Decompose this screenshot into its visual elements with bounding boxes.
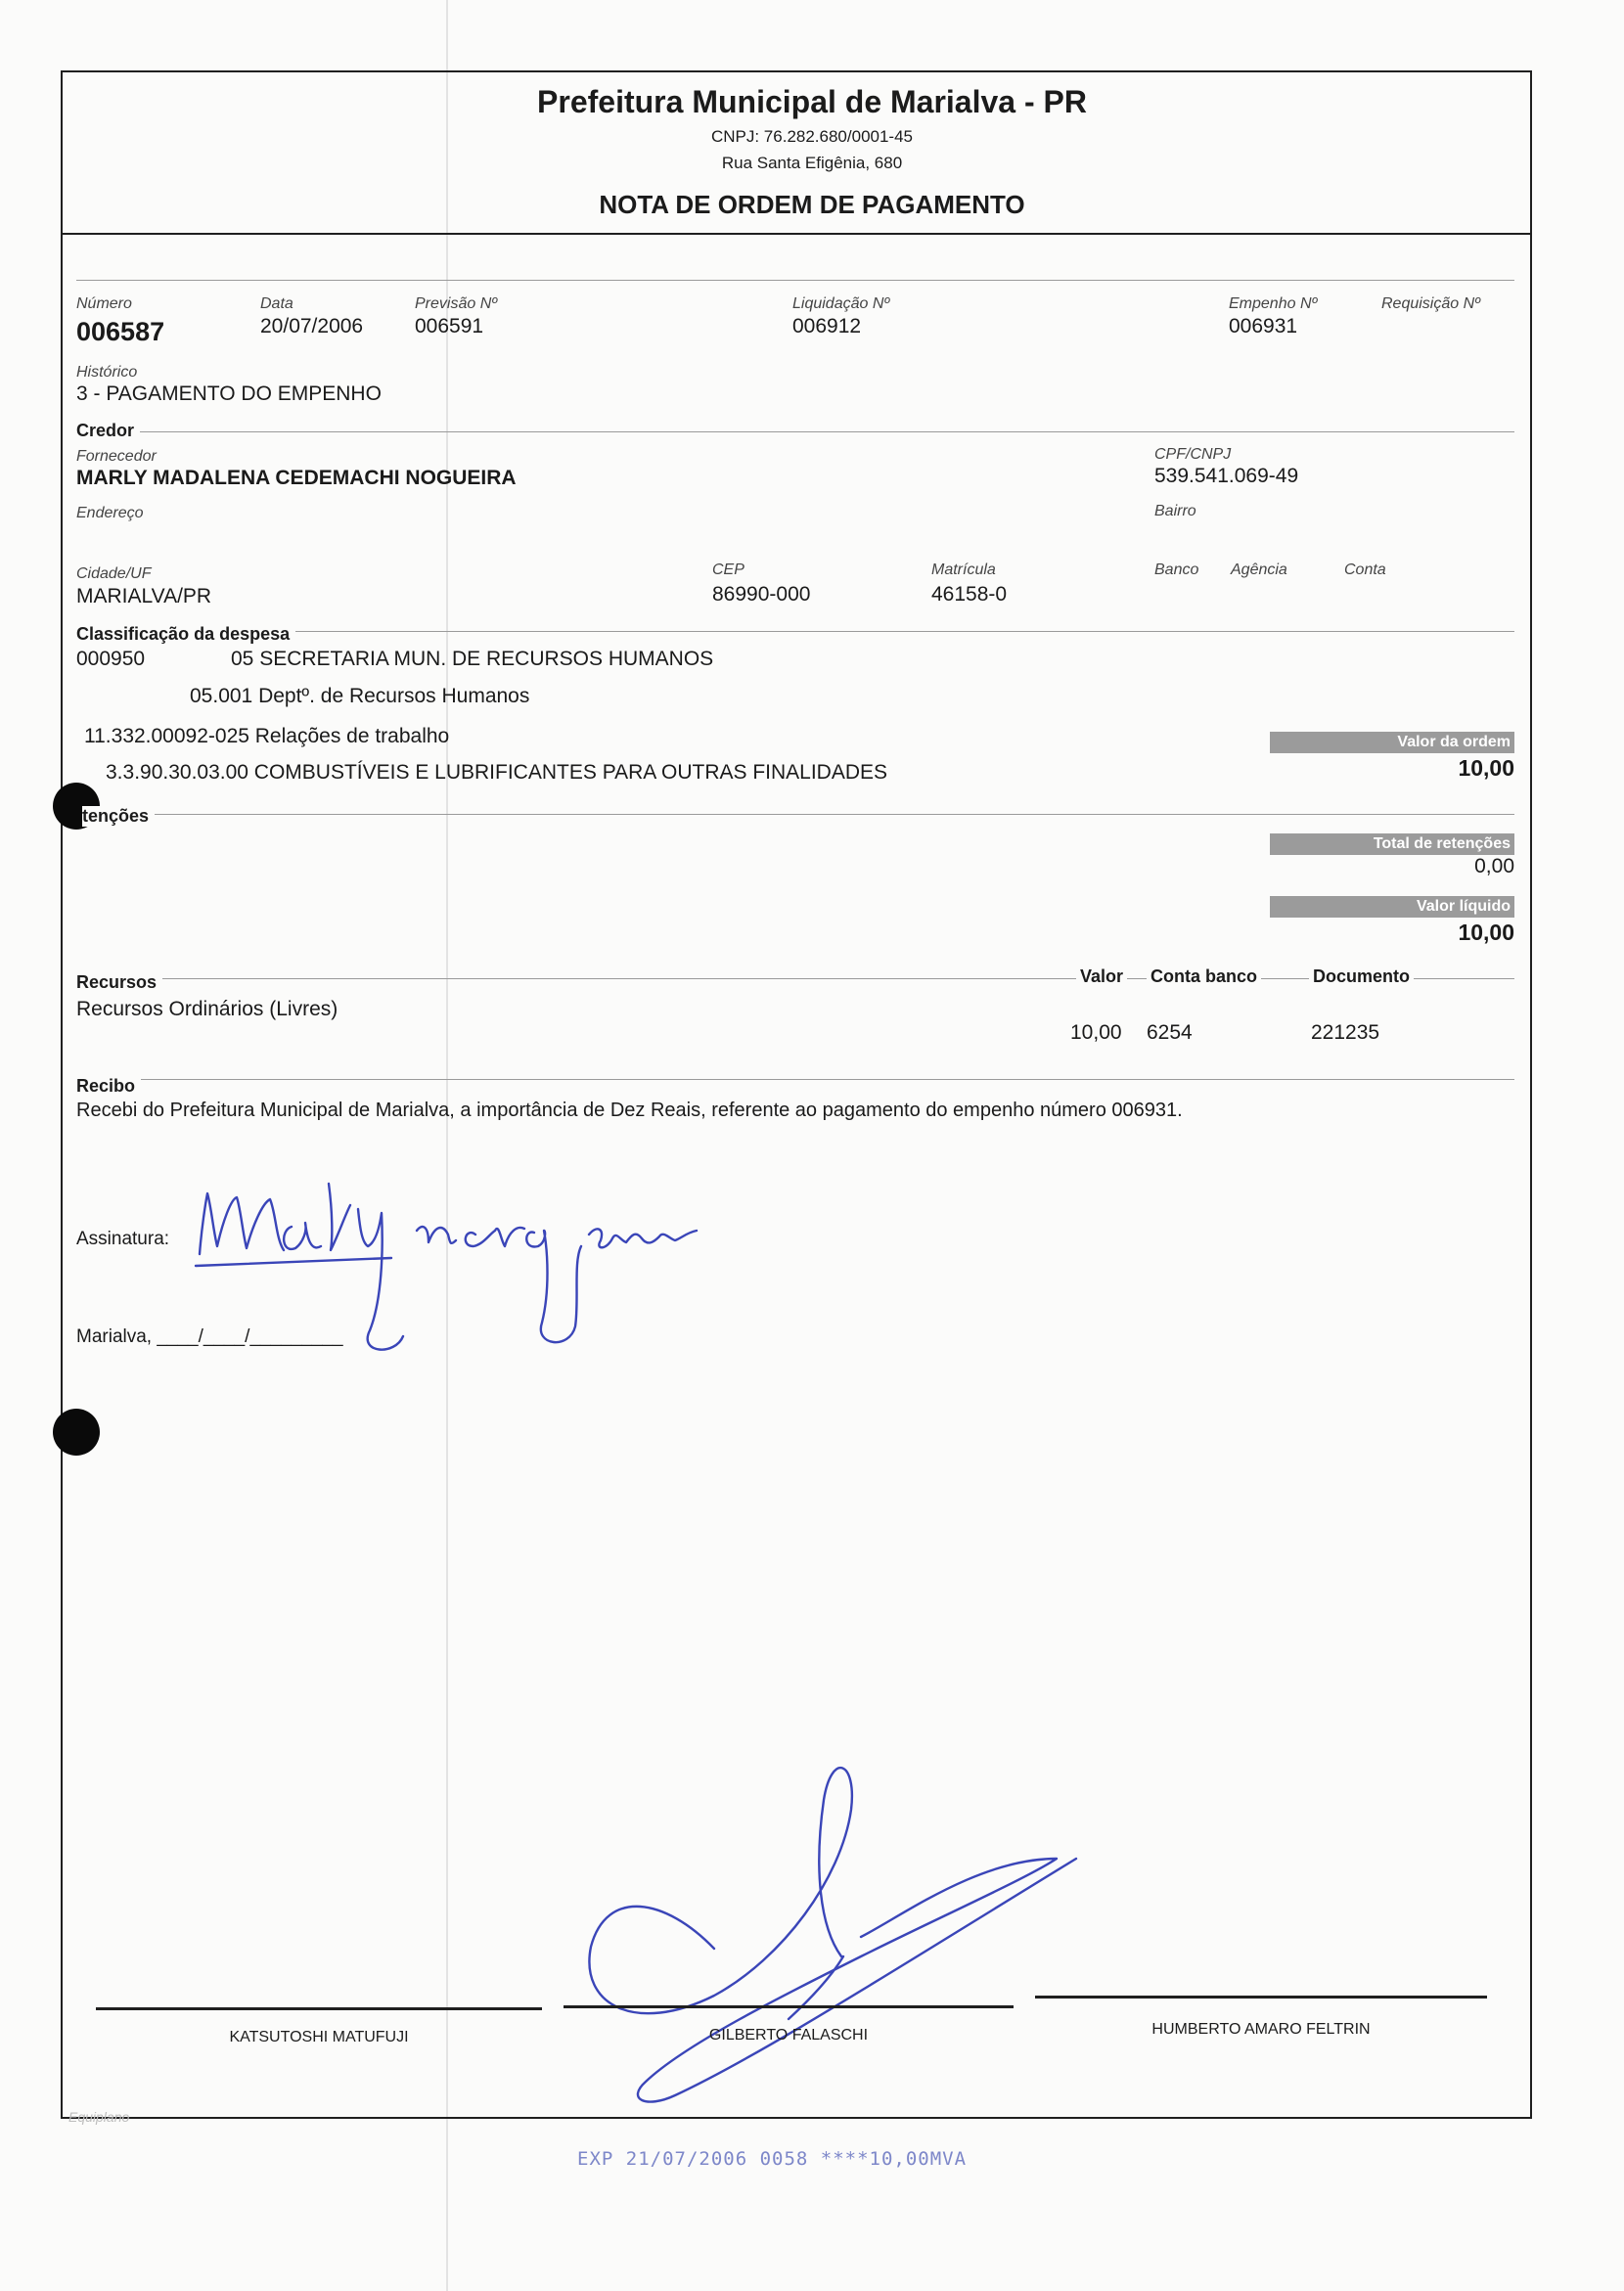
liquidacao-label: Liquidação Nº — [792, 295, 890, 312]
banco-label: Banco — [1154, 562, 1199, 578]
valor-liquido-label: Valor líquido — [1270, 896, 1514, 918]
fornecedor-label: Fornecedor — [76, 448, 157, 465]
data-value: 20/07/2006 — [260, 315, 364, 337]
recursos-documento-label: Documento — [1309, 966, 1414, 987]
valor-ordem-value: 10,00 — [1458, 755, 1514, 781]
signature-line-3 — [1035, 1996, 1487, 1999]
numero-value: 006587 — [76, 317, 165, 346]
classificacao-line1: 05 SECRETARIA MUN. DE RECURSOS HUMANOS — [231, 648, 714, 670]
header-rule — [61, 233, 1532, 235]
valor-ordem-label: Valor da ordem — [1270, 732, 1514, 753]
divider — [76, 978, 1514, 979]
official-signature — [567, 1741, 1096, 2113]
recibo-section-label: Recibo — [76, 1076, 141, 1097]
classificacao-line4: 3.3.90.30.03.00 COMBUSTÍVEIS E LUBRIFICANTES PARA OUTRAS FINALIDADES — [106, 761, 888, 784]
address-text: Rua Santa Efigênia, 680 — [721, 154, 903, 172]
doc-title: NOTA DE ORDEM DE PAGAMENTO — [599, 190, 1025, 219]
classificacao-section-label: Classificação da despesa — [76, 624, 295, 645]
signature-line-1 — [96, 2007, 542, 2010]
numero-label: Número — [76, 295, 132, 312]
divider — [76, 431, 1514, 432]
historico-label: Histórico — [76, 364, 138, 381]
bank-stamp: EXP 21/07/2006 0058 ****10,00MVA — [577, 2148, 968, 2170]
signature-line-2 — [564, 2005, 1014, 2008]
conta-label: Conta — [1344, 562, 1386, 578]
agencia-label: Agência — [1231, 562, 1287, 578]
endereco-label: Endereço — [76, 505, 144, 521]
credor-section-label: Credor — [76, 421, 140, 441]
valor-liquido-value: 10,00 — [1458, 920, 1514, 945]
signatory-3: HUMBERTO AMARO FELTRIN — [1151, 2021, 1371, 2038]
divider — [76, 280, 1514, 281]
cidade-label: Cidade/UF — [76, 565, 152, 582]
cnpj-text: CNPJ: 76.282.680/0001-45 — [710, 127, 914, 146]
watermark: Equiplano — [68, 2109, 130, 2125]
recipient-signature — [186, 1145, 763, 1360]
requisicao-label: Requisição Nº — [1381, 295, 1480, 312]
classificacao-line2: 05.001 Deptº. de Recursos Humanos — [190, 685, 530, 707]
recursos-conta-label: Conta banco — [1147, 966, 1261, 987]
liquidacao-value: 006912 — [792, 315, 862, 337]
local-date-line: Marialva, ____/____/_________ — [76, 1326, 343, 1347]
recursos-documento: 221235 — [1311, 1021, 1380, 1044]
org-title: Prefeitura Municipal de Marialva - PR — [537, 84, 1087, 119]
cep-value: 86990-000 — [712, 583, 811, 606]
classificacao-code: 000950 — [76, 648, 146, 670]
total-retencoes-label: Total de retenções — [1270, 833, 1514, 855]
data-label: Data — [260, 295, 293, 312]
recursos-valor: 10,00 — [1070, 1021, 1122, 1044]
recursos-valor-label: Valor — [1076, 966, 1127, 987]
recibo-text: Recebi do Prefeitura Municipal de Marialva, a importância de Dez Reais, referente ao pagamento do empenho número 006931. — [76, 1100, 1183, 1121]
punch-hole — [53, 1409, 100, 1456]
bairro-label: Bairro — [1154, 503, 1196, 519]
divider — [76, 814, 1514, 815]
fornecedor-value: MARLY MADALENA CEDEMACHI NOGUEIRA — [76, 467, 517, 489]
matricula-label: Matrícula — [931, 562, 996, 578]
total-retencoes-value: 0,00 — [1474, 855, 1514, 877]
retencoes-section-label: tenções — [82, 806, 155, 827]
assinatura-label: Assinatura: — [76, 1229, 170, 1249]
recursos-fonte: Recursos Ordinários (Livres) — [76, 998, 338, 1020]
matricula-value: 46158-0 — [931, 583, 1008, 606]
cpf-label: CPF/CNPJ — [1154, 446, 1232, 463]
previsao-value: 006591 — [415, 315, 484, 337]
cep-label: CEP — [712, 562, 744, 578]
empenho-label: Empenho Nº — [1229, 295, 1318, 312]
previsao-label: Previsão Nº — [415, 295, 498, 312]
divider — [76, 1079, 1514, 1080]
signatory-2: GILBERTO FALASCHI — [708, 2027, 869, 2044]
classificacao-line3: 11.332.00092-025 Relações de trabalho — [84, 725, 450, 747]
recursos-conta: 6254 — [1147, 1021, 1193, 1044]
empenho-value: 006931 — [1229, 315, 1298, 337]
historico-value: 3 - PAGAMENTO DO EMPENHO — [76, 382, 382, 405]
cidade-value: MARIALVA/PR — [76, 585, 212, 607]
signatory-1: KATSUTOSHI MATUFUJI — [229, 2029, 409, 2045]
recursos-section-label: Recursos — [76, 972, 162, 993]
cpf-value: 539.541.069-49 — [1154, 465, 1299, 487]
